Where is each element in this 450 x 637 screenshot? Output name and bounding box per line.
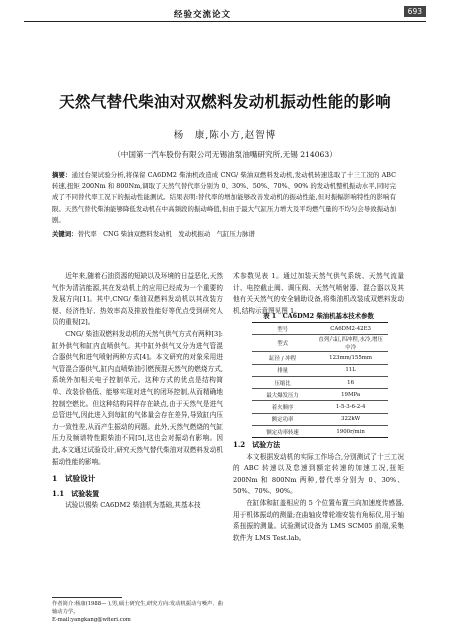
keywords-label: 关键词： bbox=[52, 230, 78, 238]
table-param-cell: 最大爆发压力 bbox=[252, 389, 313, 401]
engine-spec-table bbox=[252, 322, 388, 438]
paper-title: 天然气替代柴油对双燃料发动机振动性能的影响 bbox=[59, 92, 391, 111]
table-param-cell: 额定功率 bbox=[252, 413, 313, 425]
table-row bbox=[252, 352, 388, 364]
right-paragraph-1: 术参数见表 1。通过加装天然气供气系统、天然气流量计、电控截止阀、调压阀、天然气喷射器、混合器以及其他有关天然气的安全辅助设备,将柴油机改装成双燃料发动机,结构示意图见图 1。 bbox=[233, 272, 404, 315]
table-value-cell: 322kW bbox=[313, 413, 388, 425]
abstract bbox=[52, 170, 396, 226]
table-param-cell: 压缩比 bbox=[252, 376, 313, 388]
subsection-heading-1-2: 1.2 试验方法 bbox=[233, 440, 281, 449]
section-1-1-paragraph: 试验以锡柴 CA6DM2 柴油机为基础,其基本技 bbox=[65, 501, 201, 510]
table-value-cell: 19MPa bbox=[313, 389, 388, 401]
page-number: 693 bbox=[404, 6, 426, 17]
footnote bbox=[52, 600, 223, 625]
table-value-cell: 123mm/155mm bbox=[313, 352, 388, 364]
footnote-email: E-mail:yangkang@wfieri.com bbox=[52, 617, 131, 624]
keywords-text: 替代率 CNG 柴油双燃料发动机 发动机振动 气缸压力脉谱 bbox=[77, 230, 255, 238]
table-param-cell: 型号 bbox=[252, 323, 313, 335]
table-value-cell: 1-5-3-6-2-4 bbox=[313, 401, 388, 413]
table-row bbox=[252, 413, 388, 425]
table-value-cell: 直列六缸,四冲程,水冷,增压中冷 bbox=[313, 335, 388, 352]
footnote-author-bio: 作者简介:杨康(1988— ),男,硕士研究生,研究方向:发动机振动与噪声、曲轴动力学。 bbox=[52, 601, 223, 616]
keywords bbox=[52, 229, 396, 239]
table-row bbox=[252, 389, 388, 401]
authors: 杨 康,陈小方,赵智博 bbox=[173, 130, 277, 141]
subsection-heading-1-1: 1.1 试验装置 bbox=[52, 488, 100, 498]
table-param-cell: 型式 bbox=[252, 335, 313, 352]
table-param-cell: 着火顺序 bbox=[252, 401, 313, 413]
journal-section: 经验交流论文 bbox=[174, 10, 232, 20]
body-right-column-bottom bbox=[233, 437, 404, 544]
affiliation: （中国第一汽车股份有限公司无锡油泵油嘴研究所,无锡 214063） bbox=[113, 150, 337, 159]
table-param-cell: 排量 bbox=[252, 364, 313, 376]
method-paragraph-2: 在缸体和缸盖相应的 5 个位置布置三向加速度传感器,用于机体振动的测量;在曲轴皮带轮端安装有角标仪,用于轴系扭振的测量。试验测试设备为 LMS SCM05 前端,采集软件为 LMS Test.lab。 bbox=[233, 498, 404, 542]
table-param-cell: 额定功率转速 bbox=[252, 426, 313, 438]
body-left-column bbox=[52, 271, 223, 512]
intro-paragraph-1: 近年来,随着石油资源的短缺以及环境的日益恶化,天然气作为清洁能源,其在发动机上的应用已经成为一个重要的发展方向[1]。其中,CNG/ 柴油双燃料发动机以其改装方便、经济性好、热效率高及排放性能好等优点受到研究人员的重视[2]。 bbox=[52, 272, 223, 327]
abstract-label: 摘要： bbox=[52, 171, 72, 179]
running-header bbox=[24, 8, 426, 22]
abstract-text: 通过台架试验分析,将保留 CA6DM2 柴油机改造成 CNG/ 柴油双燃料发动机,发动机转速选取了十三工况的 ABC 转速,扭矩 200Nm 和 800Nm,调取了天然气替代率分别为 0、30%、50%、70%、90% 的发动机整机振动水平,同时完成了不同替代率工况下的振动性能测试。结果表明:替代率的增加能够改善发动机的振动性能,但对振幅影响特性的影响有限。天然气替代柴油能够降低发动机在中高频段的振动峰值,但由于最大气缸压力增大及平均燃气量的不均匀会导致振动加剧。 bbox=[52, 171, 396, 224]
footnote-rule bbox=[52, 597, 122, 598]
table-row bbox=[252, 335, 388, 352]
intro-paragraph-2: CNG/ 柴油双燃料发动机的天然气供气方式有两种[3]:缸外供气和缸内直喷供气。其中缸外供气又分为进气管混合器供气和进气喷射两种方式[4]。本文研究的对象采用进气管混合器供气,缸内直喷柴油引燃预混天然气的燃烧方式,系统外加相关电子控制单元。这种方式的优点是结构简单、改装价格低、能够实现对进气的闭环控制,从而精确地控制空燃比。但这种结构同样存在缺点,由于天然气是进气总管进气,因此进入到每缸的气体量会存在差异,导致缸内压力一致性差,从而产生振动的问题。此外,天然气燃烧的气缸压力及频谱特性跟柴油不同[5],这也会对振动有影响。因此,本文通过试验设计,研究天然气替代柴油对双燃料发动机振动性能的影响。 bbox=[52, 329, 223, 466]
table-row bbox=[252, 364, 388, 376]
table-row bbox=[252, 401, 388, 413]
table-param-cell: 缸径 / 冲程 bbox=[252, 352, 313, 364]
table-value-cell: CA6DM2-42E3 bbox=[313, 323, 388, 335]
table-row bbox=[252, 376, 388, 388]
table-row bbox=[252, 323, 388, 335]
table-value-cell: 1900r/min bbox=[313, 426, 388, 438]
section-heading-1: 1 试验设计 bbox=[52, 474, 96, 484]
table-value-cell: 16 bbox=[313, 376, 388, 388]
method-paragraph-1: 本文根据发动机的实际工作场合,分别测试了十三工况的 ABC 转速以及怠速到额定转速的加速工况,扭矩 200Nm 和 800Nm 两种,替代率分别为 0、30%、50%、70%、90%。 bbox=[233, 452, 404, 496]
table-caption: 表 1 CA6DM2 柴油机基本技术参数 bbox=[263, 312, 374, 320]
table-value-cell: 11L bbox=[313, 364, 388, 376]
